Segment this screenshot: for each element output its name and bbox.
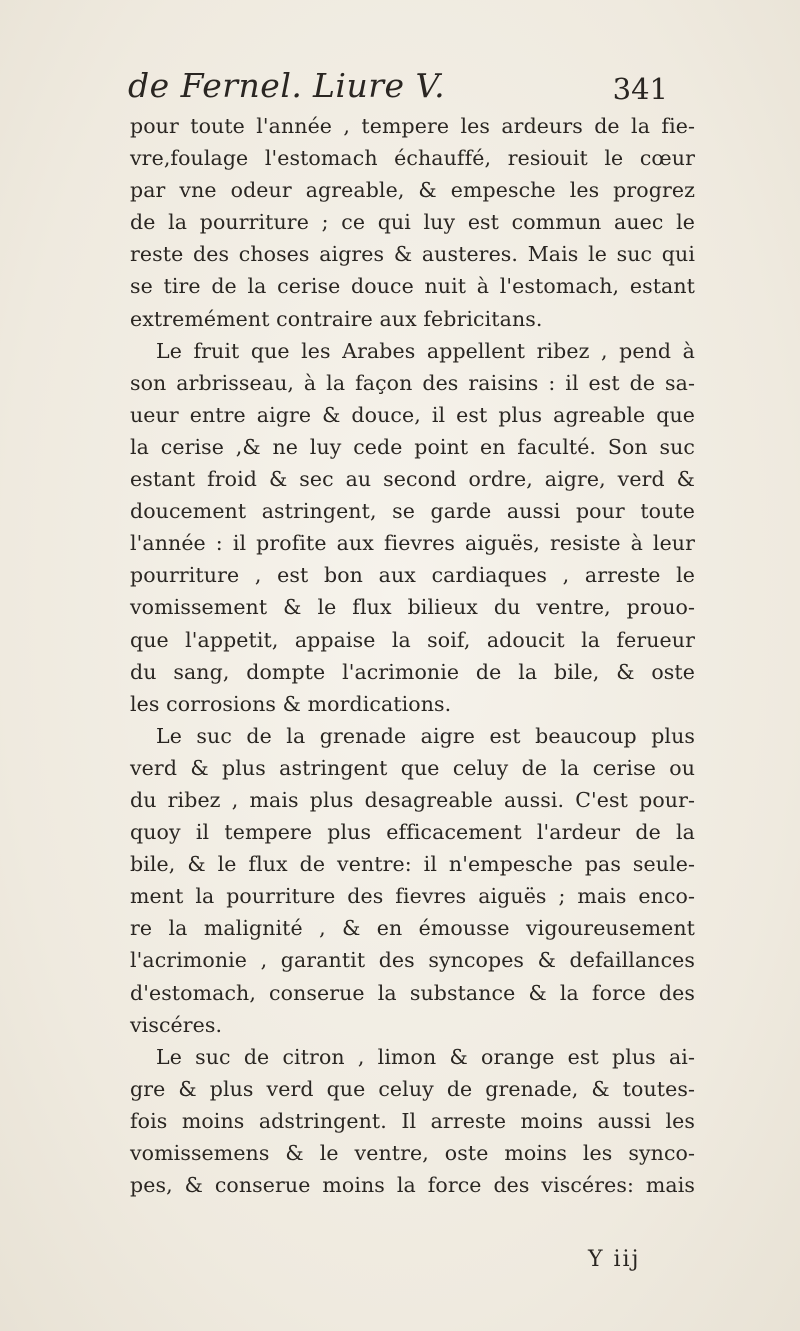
running-title-author: de Fernel. bbox=[128, 66, 303, 105]
text-line: ueur entre aigre & douce, il est plus agreable que bbox=[130, 402, 695, 427]
text-line: du ribez , mais plus desagreable aussi. C'est pour- bbox=[130, 787, 695, 812]
page-header bbox=[128, 66, 668, 108]
text-line: quoy il tempere plus efficacement l'ardeur de la bbox=[130, 820, 695, 845]
signature-mark: Y iij bbox=[588, 1247, 641, 1272]
text-line: pour toute l'année , tempere les ardeurs de la fie- bbox=[130, 114, 695, 138]
text-line: vomissemens & le ventre, oste moins les synco- bbox=[130, 1141, 695, 1165]
text-line: fois moins adstringent. Il arreste moins aussi les bbox=[130, 1108, 695, 1133]
text-line: du sang, dompte l'acrimonie de la bile, & oste bbox=[130, 659, 695, 684]
text-line: viscéres. bbox=[130, 1012, 223, 1037]
text-line: de la pourriture ; ce qui luy est commun auec le bbox=[130, 210, 695, 235]
body-text bbox=[130, 110, 695, 1201]
text-line: Le fruit que les Arabes appellent ribez , pend à bbox=[156, 338, 695, 363]
text-line: verd & plus astringent que celuy de la cerise ou bbox=[130, 755, 695, 780]
text-line: l'acrimonie , garantit des syncopes & defaillances bbox=[130, 948, 695, 973]
text-line: pourriture , est bon aux cardiaques , arreste le bbox=[130, 563, 695, 588]
text-line: bile, & le flux de ventre: il n'empesche pas seule- bbox=[130, 852, 695, 877]
text-line: se tire de la cerise douce nuit à l'estomach, estant bbox=[130, 274, 695, 299]
text-line: re la malignité , & en émousse vigoureusement bbox=[130, 916, 695, 941]
text-line: par vne odeur agreable, & empesche les progrez bbox=[130, 178, 695, 203]
text-line: extremément contraire aux febricitans. bbox=[130, 306, 543, 331]
text-line: son arbrisseau, à la façon des raisins : il est de sa- bbox=[130, 370, 695, 395]
text-line: la cerise ,& ne luy cede point en faculté. Son suc bbox=[130, 434, 695, 459]
text-line: que l'appetit, appaise la soif, adoucit la ferueur bbox=[130, 627, 695, 652]
running-title-book: Liure V. bbox=[313, 66, 446, 105]
text-line: gre & plus verd que celuy de grenade, & toutes- bbox=[130, 1076, 695, 1101]
text-line: les corrosions & mordications. bbox=[130, 691, 452, 716]
text-line: reste des choses aigres & austeres. Mais le suc qui bbox=[130, 242, 695, 267]
page-number: 341 bbox=[612, 72, 668, 106]
text-line: doucement astringent, se garde aussi pour toute bbox=[130, 499, 695, 524]
text-line: vre,foulage l'estomach échauffé, resiouit le cœur bbox=[130, 146, 695, 171]
text-line: Le suc de citron , limon & orange est plus ai- bbox=[156, 1044, 695, 1069]
text-line: vomissement & le flux bilieux du ventre, prouo- bbox=[130, 595, 695, 620]
text-line: d'estomach, conserue la substance & la force des bbox=[130, 980, 695, 1005]
text-line: Le suc de la grenade aigre est beaucoup plus bbox=[156, 723, 695, 748]
text-line: estant froid & sec au second ordre, aigre, verd & bbox=[130, 467, 695, 492]
text-line: pes, & conserue moins la force des viscéres: mais bbox=[130, 1173, 695, 1198]
text-line: ment la pourriture des fievres aiguës ; mais enco- bbox=[130, 884, 695, 909]
text-line: l'année : il profite aux fievres aiguës, resiste à leur bbox=[130, 531, 695, 556]
